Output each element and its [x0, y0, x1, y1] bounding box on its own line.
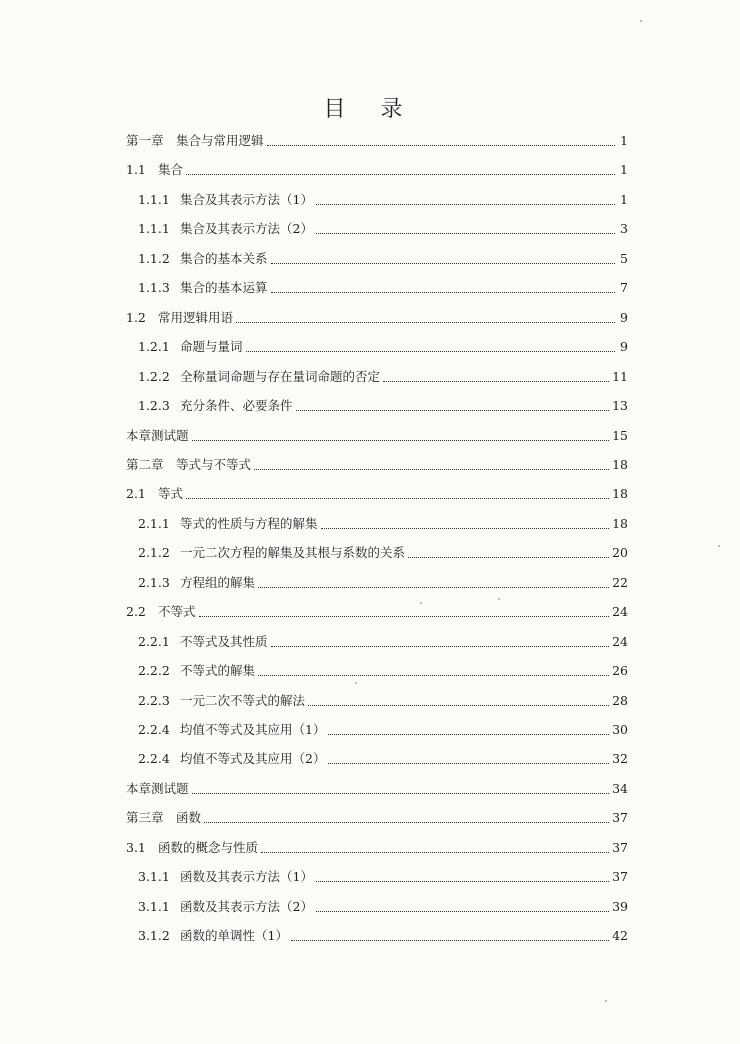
- toc-entry-page: 28: [612, 693, 628, 708]
- toc-entry-label: 一元二次不等式的解法: [180, 693, 306, 708]
- dot-leader: [316, 203, 615, 205]
- toc-entry-number: 3.1: [126, 840, 146, 855]
- toc-entry-label: 集合及其表示方法（2）: [180, 221, 313, 236]
- toc-entry-label: 集合的基本运算: [180, 280, 268, 295]
- toc-entry-number: 2.1.3: [138, 575, 170, 590]
- toc-entry-page: 39: [612, 899, 628, 914]
- toc-entry-number: 1.2.1: [138, 339, 170, 354]
- toc-entry-number: 3.1.1: [138, 869, 170, 884]
- toc-entry-page: 26: [612, 663, 628, 678]
- dot-leader: [267, 144, 615, 146]
- toc-entry-number: 2.2.1: [138, 634, 170, 649]
- dot-leader: [192, 439, 610, 441]
- toc-entry-page: 5: [620, 251, 628, 266]
- toc-entry-label: 均值不等式及其应用（2）: [180, 751, 326, 766]
- toc-entry-page: 9: [620, 339, 628, 354]
- toc-entry[interactable]: [138, 221, 628, 237]
- toc-entry-label: 一元二次方程的解集及其根与系数的关系: [180, 545, 406, 560]
- toc-entry-label: 等式: [158, 486, 184, 501]
- dot-leader: [271, 645, 610, 647]
- toc-entry-label: 函数及其表示方法（2）: [180, 899, 313, 914]
- dot-leader: [186, 173, 615, 175]
- dot-leader: [271, 262, 615, 264]
- toc-entry[interactable]: [138, 280, 628, 296]
- toc-entry-page: 18: [612, 516, 628, 531]
- toc-entry-page: 18: [612, 457, 628, 472]
- dot-leader: [236, 321, 615, 323]
- toc-entry[interactable]: [126, 604, 628, 620]
- toc-entry[interactable]: [126, 133, 628, 149]
- toc-entry-number: 2.1.1: [138, 516, 170, 531]
- toc-entry-number: 2.2.4: [138, 722, 170, 737]
- toc-entry-label: 第三章 函数: [126, 810, 202, 825]
- toc-entry-page: 22: [612, 575, 628, 590]
- scan-speck: [498, 598, 500, 600]
- toc-entry-label: 常用逻辑用语: [158, 310, 234, 325]
- toc-entry-label: 第一章 集合与常用逻辑: [126, 133, 264, 148]
- toc-entry[interactable]: [126, 781, 628, 797]
- toc-entry[interactable]: [138, 545, 628, 561]
- dot-leader: [186, 497, 609, 499]
- toc-entry-label: 函数的概念与性质: [158, 840, 259, 855]
- toc-entry-label: 函数的单调性（1）: [180, 928, 288, 943]
- toc-entry-number: 1.1.1: [138, 192, 170, 207]
- dot-leader: [254, 468, 609, 470]
- toc-entry-number: 3.1.1: [138, 899, 170, 914]
- toc-entry-page: 3: [620, 221, 628, 236]
- dot-leader: [258, 674, 609, 676]
- toc-entry-page: 37: [612, 810, 628, 825]
- toc-entry-page: 15: [612, 428, 628, 443]
- toc-entry-page: 18: [612, 486, 628, 501]
- toc-entry-page: 11: [612, 369, 628, 384]
- toc-entry[interactable]: [126, 162, 628, 178]
- dot-leader: [291, 939, 609, 941]
- toc-entry-page: 37: [612, 869, 628, 884]
- toc-entry-number: 1.2.3: [138, 398, 170, 413]
- toc-entry-label: 集合的基本关系: [180, 251, 268, 266]
- toc-entry[interactable]: [138, 693, 628, 709]
- toc-entry-number: 3.1.2: [138, 928, 170, 943]
- toc-entry[interactable]: [126, 486, 628, 502]
- dot-leader: [192, 792, 610, 794]
- dot-leader: [258, 586, 609, 588]
- toc-entry-number: 1.1.3: [138, 280, 170, 295]
- toc-entry[interactable]: [138, 869, 628, 885]
- toc-entry-page: 1: [620, 192, 628, 207]
- toc-entry-page: 13: [612, 398, 628, 413]
- toc-entry-label: 集合: [158, 162, 184, 177]
- toc-entry-page: 1: [620, 162, 628, 177]
- toc-entry-number: 2.1.2: [138, 545, 170, 560]
- toc-entry-page: 42: [612, 928, 628, 943]
- dot-leader: [204, 821, 609, 823]
- toc-entry-number: 2.1: [126, 486, 146, 501]
- toc-entry-label: 集合及其表示方法（1）: [180, 192, 313, 207]
- toc-entry-number: 1.1.1: [138, 221, 170, 236]
- scan-speck: [640, 20, 642, 22]
- toc-entry-label: 均值不等式及其应用（1）: [180, 722, 326, 737]
- scan-speck: [355, 682, 357, 684]
- toc-entry-label: 本章测试题: [126, 428, 189, 443]
- toc-entry-page: 32: [612, 751, 628, 766]
- toc-entry-page: 1: [620, 133, 628, 148]
- dot-leader: [328, 762, 609, 764]
- toc-entry[interactable]: [138, 751, 628, 767]
- toc-entry[interactable]: [138, 928, 628, 944]
- toc-entry-label: 命题与量词: [180, 339, 243, 354]
- toc-entry-page: 24: [612, 604, 628, 619]
- toc-entry-page: 7: [620, 280, 628, 295]
- toc-entry-number: 1.2.2: [138, 369, 170, 384]
- dot-leader: [246, 350, 615, 352]
- toc-entry-page: 37: [612, 840, 628, 855]
- toc-entry-number: 1.1.2: [138, 251, 170, 266]
- scan-speck: [420, 602, 422, 604]
- toc-entry-label: 方程组的解集: [180, 575, 256, 590]
- toc-entry-label: 不等式的解集: [180, 663, 256, 678]
- dot-leader: [308, 704, 609, 706]
- dot-leader: [316, 880, 609, 882]
- toc-entry-page: 34: [612, 781, 628, 796]
- toc-entry[interactable]: [126, 428, 628, 444]
- dot-leader: [271, 291, 615, 293]
- toc-entry-number: 1.1: [126, 162, 146, 177]
- toc-entry[interactable]: [126, 840, 628, 856]
- scan-speck: [718, 545, 720, 547]
- toc-entry-page: 9: [620, 310, 628, 325]
- dot-leader: [316, 910, 609, 912]
- toc-entry-number: 2.2: [126, 604, 146, 619]
- toc-entry-label: 函数及其表示方法（1）: [180, 869, 313, 884]
- toc-entry[interactable]: [126, 310, 628, 326]
- toc-entry[interactable]: [138, 251, 628, 267]
- toc-entry-label: 不等式及其性质: [180, 634, 268, 649]
- dot-leader: [316, 232, 615, 234]
- toc-entry[interactable]: [138, 339, 628, 355]
- dot-leader: [296, 409, 610, 411]
- toc-entry[interactable]: [126, 810, 628, 826]
- toc-entry[interactable]: [138, 899, 628, 915]
- toc-entry-number: 2.2.4: [138, 751, 170, 766]
- toc-entry-number: 1.2: [126, 310, 146, 325]
- toc-entry[interactable]: [138, 398, 628, 414]
- page-title: 目 录: [323, 97, 417, 122]
- dot-leader: [261, 851, 609, 853]
- toc-entry-label: 全称量词命题与存在量词命题的否定: [180, 369, 381, 384]
- toc-entry-page: 20: [612, 545, 628, 560]
- toc-entry-number: 2.2.2: [138, 663, 170, 678]
- toc-entry-label: 不等式: [158, 604, 196, 619]
- toc-entry-label: 第二章 等式与不等式: [126, 457, 252, 472]
- dot-leader: [383, 380, 609, 382]
- toc-entry-label: 充分条件、必要条件: [180, 398, 293, 413]
- dot-leader: [328, 733, 609, 735]
- toc-entry-number: 2.2.3: [138, 693, 170, 708]
- dot-leader: [199, 615, 610, 617]
- toc-entry-label: 等式的性质与方程的解集: [180, 516, 318, 531]
- toc-entry[interactable]: [138, 722, 628, 738]
- dot-leader: [408, 556, 609, 558]
- scan-speck: [605, 1000, 607, 1002]
- toc-entry[interactable]: [138, 516, 628, 532]
- toc-entry[interactable]: [138, 192, 628, 208]
- dot-leader: [321, 527, 610, 529]
- toc-entry-page: 24: [612, 634, 628, 649]
- toc-entry[interactable]: [138, 663, 628, 679]
- toc-entry[interactable]: [138, 634, 628, 650]
- toc-entry-label: 本章测试题: [126, 781, 189, 796]
- toc-entry[interactable]: [126, 457, 628, 473]
- toc-entry[interactable]: [138, 369, 628, 385]
- toc-entry[interactable]: [138, 575, 628, 591]
- toc-entry-page: 30: [612, 722, 628, 737]
